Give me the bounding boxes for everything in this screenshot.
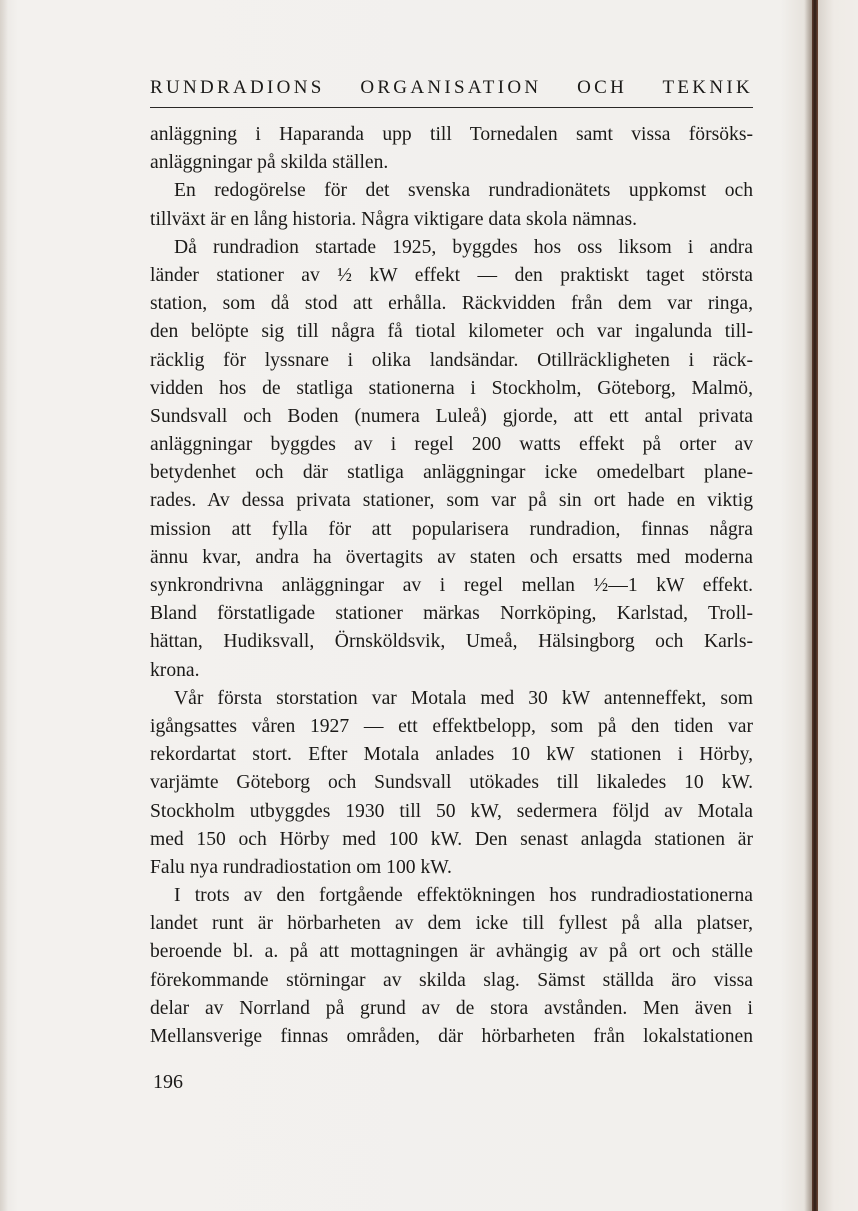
text-line: den belöpte sig till några få tiotal kilometer och var ingalunda till-: [150, 321, 753, 343]
text-line: Sundsvall och Boden (numera Luleå) gjorde, att ett antal privata: [150, 405, 753, 427]
text-line: med 150 och Hörby med 100 kW. Den senast anlagda stationen är: [150, 828, 753, 850]
text-line: förekommande störningar av skilda slag. Sämst ställda äro vissa: [150, 969, 753, 991]
text-line: rades. Av dessa privata stationer, som var på sin ort hade en viktig: [150, 490, 753, 512]
text-line: varjämte Göteborg och Sundsvall utökades till likaledes 10 kW.: [150, 772, 753, 794]
text-line: anläggningar på skilda ställen.: [150, 152, 389, 174]
text-line: anläggningar byggdes av i regel 200 watts effekt på orter av: [150, 434, 753, 456]
running-title: RUNDRADIONS ORGANISATION OCH TEKNIK: [150, 77, 753, 98]
text-line: Stockholm utbyggdes 1930 till 50 kW, sedermera följd av Motala: [150, 800, 753, 822]
text-line: krona.: [150, 659, 200, 681]
text-line: Mellansverige finnas områden, där hörbarheten från lokalstationen: [150, 1026, 753, 1047]
text-line: Falu nya rundradiostation om 100 kW.: [150, 856, 452, 878]
header-rule: [150, 107, 753, 108]
text-line: anläggning i Haparanda upp till Tornedalen samt vissa försöks-: [150, 124, 753, 145]
text-line: tillväxt är en lång historia. Några viktigare data skola nämnas.: [150, 208, 637, 230]
text-line: rekordartat stort. Efter Motala anlades 10 kW stationen i Hörby,: [150, 744, 753, 766]
text-line: Vår första storstation var Motala med 30 kW antenneffekt, som: [174, 687, 753, 709]
text-line: I trots av den fortgående effektökningen hos rundradiostationerna: [174, 885, 753, 907]
text-line: igångsattes våren 1927 — ett effektbelopp, som på den tiden var: [150, 715, 753, 737]
text-line: vidden hos de statliga stationerna i Stockholm, Göteborg, Malmö,: [150, 377, 753, 399]
text-line: Bland förstatligade stationer märkas Norrköping, Karlstad, Troll-: [150, 603, 753, 625]
page-left-edge: [0, 0, 8, 1211]
text-line: hättan, Hudiksvall, Örnsköldsvik, Umeå, Hälsingborg och Karls-: [150, 631, 753, 653]
text-line: räcklig för lyssnare i olika landsändar. Otillräckligheten i räck-: [150, 349, 753, 371]
text-line: delar av Norrland på grund av de stora avstånden. Men även i: [150, 997, 753, 1019]
text-line: beroende bl. a. på att mottagningen är avhängig av på ort och ställe: [150, 941, 753, 963]
text-line: mission att fylla för att popularisera rundradion, finnas några: [150, 518, 753, 540]
text-line: landet runt är hörbarheten av dem icke till fyllest på alla platser,: [150, 913, 753, 935]
text-line: synkrondrivna anläggningar av i regel mellan ½—1 kW effekt.: [150, 575, 753, 596]
facing-page-edge: [818, 0, 858, 1211]
text-line: Då rundradion startade 1925, byggdes hos oss liksom i andra: [174, 236, 753, 258]
text-line: station, som då stod att erhålla. Räckvidden från dem var ringa,: [150, 293, 753, 315]
text-line: ännu kvar, andra ha övertagits av staten och ersatts med moderna: [150, 546, 753, 568]
text-line: betydenhet och där statliga anläggningar icke omedelbart plane-: [150, 462, 753, 484]
text-line: länder stationer av ½ kW effekt — den praktiskt taget största: [150, 264, 753, 286]
page-number: 196: [153, 1071, 183, 1093]
body-text: [150, 121, 753, 1051]
text-line: En redogörelse för det svenska rundradionätets uppkomst och: [174, 180, 753, 202]
